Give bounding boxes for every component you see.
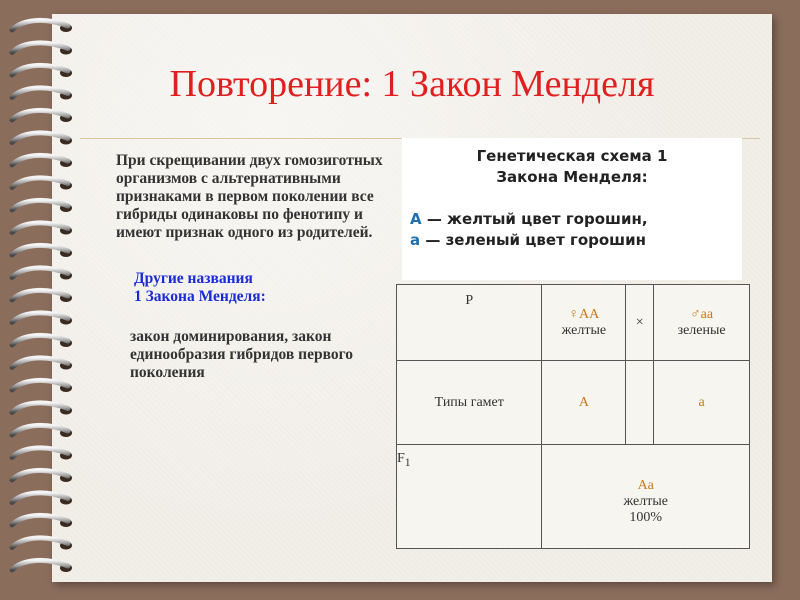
other-names-line1: Другие названия — [134, 270, 253, 287]
binding-ring — [12, 155, 68, 165]
male-genotype: ♂аа — [690, 306, 714, 322]
parents-label: P — [397, 285, 542, 361]
female-genotype: ♀АА — [568, 306, 600, 322]
f1-subscript: 1 — [404, 455, 411, 469]
binding-ring — [12, 110, 68, 120]
allele-dominant — [402, 209, 742, 230]
schema-heading-line2: Закона Менделя: — [496, 168, 648, 186]
other-names-line2: 1 Закона Менделя: — [134, 288, 266, 305]
table-row — [397, 361, 750, 445]
binding-ring — [12, 268, 68, 278]
binding-ring — [12, 335, 68, 345]
gamete-female: А — [542, 361, 626, 445]
f1-phenotype: желтые — [623, 493, 668, 509]
slide-title: Повторение: 1 Закон Менделя — [169, 63, 655, 105]
binding-ring — [12, 313, 68, 323]
empty-cell — [626, 361, 654, 445]
allele-dominant-text: — желтый цвет горошин, — [421, 210, 648, 228]
f1-genotype: Аа — [637, 477, 654, 493]
genetic-schema-box — [402, 138, 742, 280]
table-row — [397, 285, 750, 361]
binding-ring — [12, 133, 68, 143]
female-phenotype: желтые — [561, 322, 607, 338]
binding-ring — [12, 200, 68, 210]
female-parent-cell — [542, 285, 626, 361]
binding-ring — [12, 515, 68, 525]
male-parent-cell — [654, 285, 750, 361]
male-phenotype: зеленые — [677, 322, 726, 338]
binding-ring — [12, 358, 68, 368]
binding-ring — [12, 425, 68, 435]
binding-ring — [12, 178, 68, 188]
law-statement: При скрещивании двух гомозиготных организмов с альтернативными признаками в первом поколении все гибриды одинаковы по фенотипу и имеют признак одного из родителей. — [116, 152, 383, 241]
binding-ring — [12, 560, 68, 570]
gametes-label: Типы гамет — [397, 361, 542, 445]
gamete-male: а — [654, 361, 750, 445]
table-row — [397, 445, 750, 549]
other-names-heading — [116, 270, 386, 306]
f1-label — [397, 445, 542, 549]
schema-heading-line1: Генетическая схема 1 — [476, 147, 668, 165]
binding-ring — [12, 290, 68, 300]
allele-recessive — [402, 230, 742, 251]
alternative-names: закон доминирования, закон единообразия гибридов первого поколения — [130, 328, 353, 381]
allele-dominant-symbol: А — [410, 210, 422, 228]
law-description — [116, 152, 386, 382]
binding-ring — [12, 470, 68, 480]
f1-label-text: F — [397, 451, 405, 466]
f1-offspring-cell — [542, 445, 750, 549]
binding-ring — [12, 403, 68, 413]
schema-heading — [402, 138, 742, 188]
binding-ring — [12, 493, 68, 503]
binding-ring — [12, 380, 68, 390]
allele-recessive-symbol: а — [410, 231, 421, 249]
binding-ring — [12, 538, 68, 548]
binding-ring — [12, 245, 68, 255]
binding-ring — [12, 448, 68, 458]
f1-percent: 100% — [629, 509, 663, 525]
cross-table — [396, 284, 750, 549]
binding-ring — [12, 20, 68, 30]
binding-ring — [12, 43, 68, 53]
cross-symbol: × — [626, 285, 654, 361]
binding-ring — [12, 223, 68, 233]
allele-recessive-text: — зеленый цвет горошин — [420, 231, 646, 249]
